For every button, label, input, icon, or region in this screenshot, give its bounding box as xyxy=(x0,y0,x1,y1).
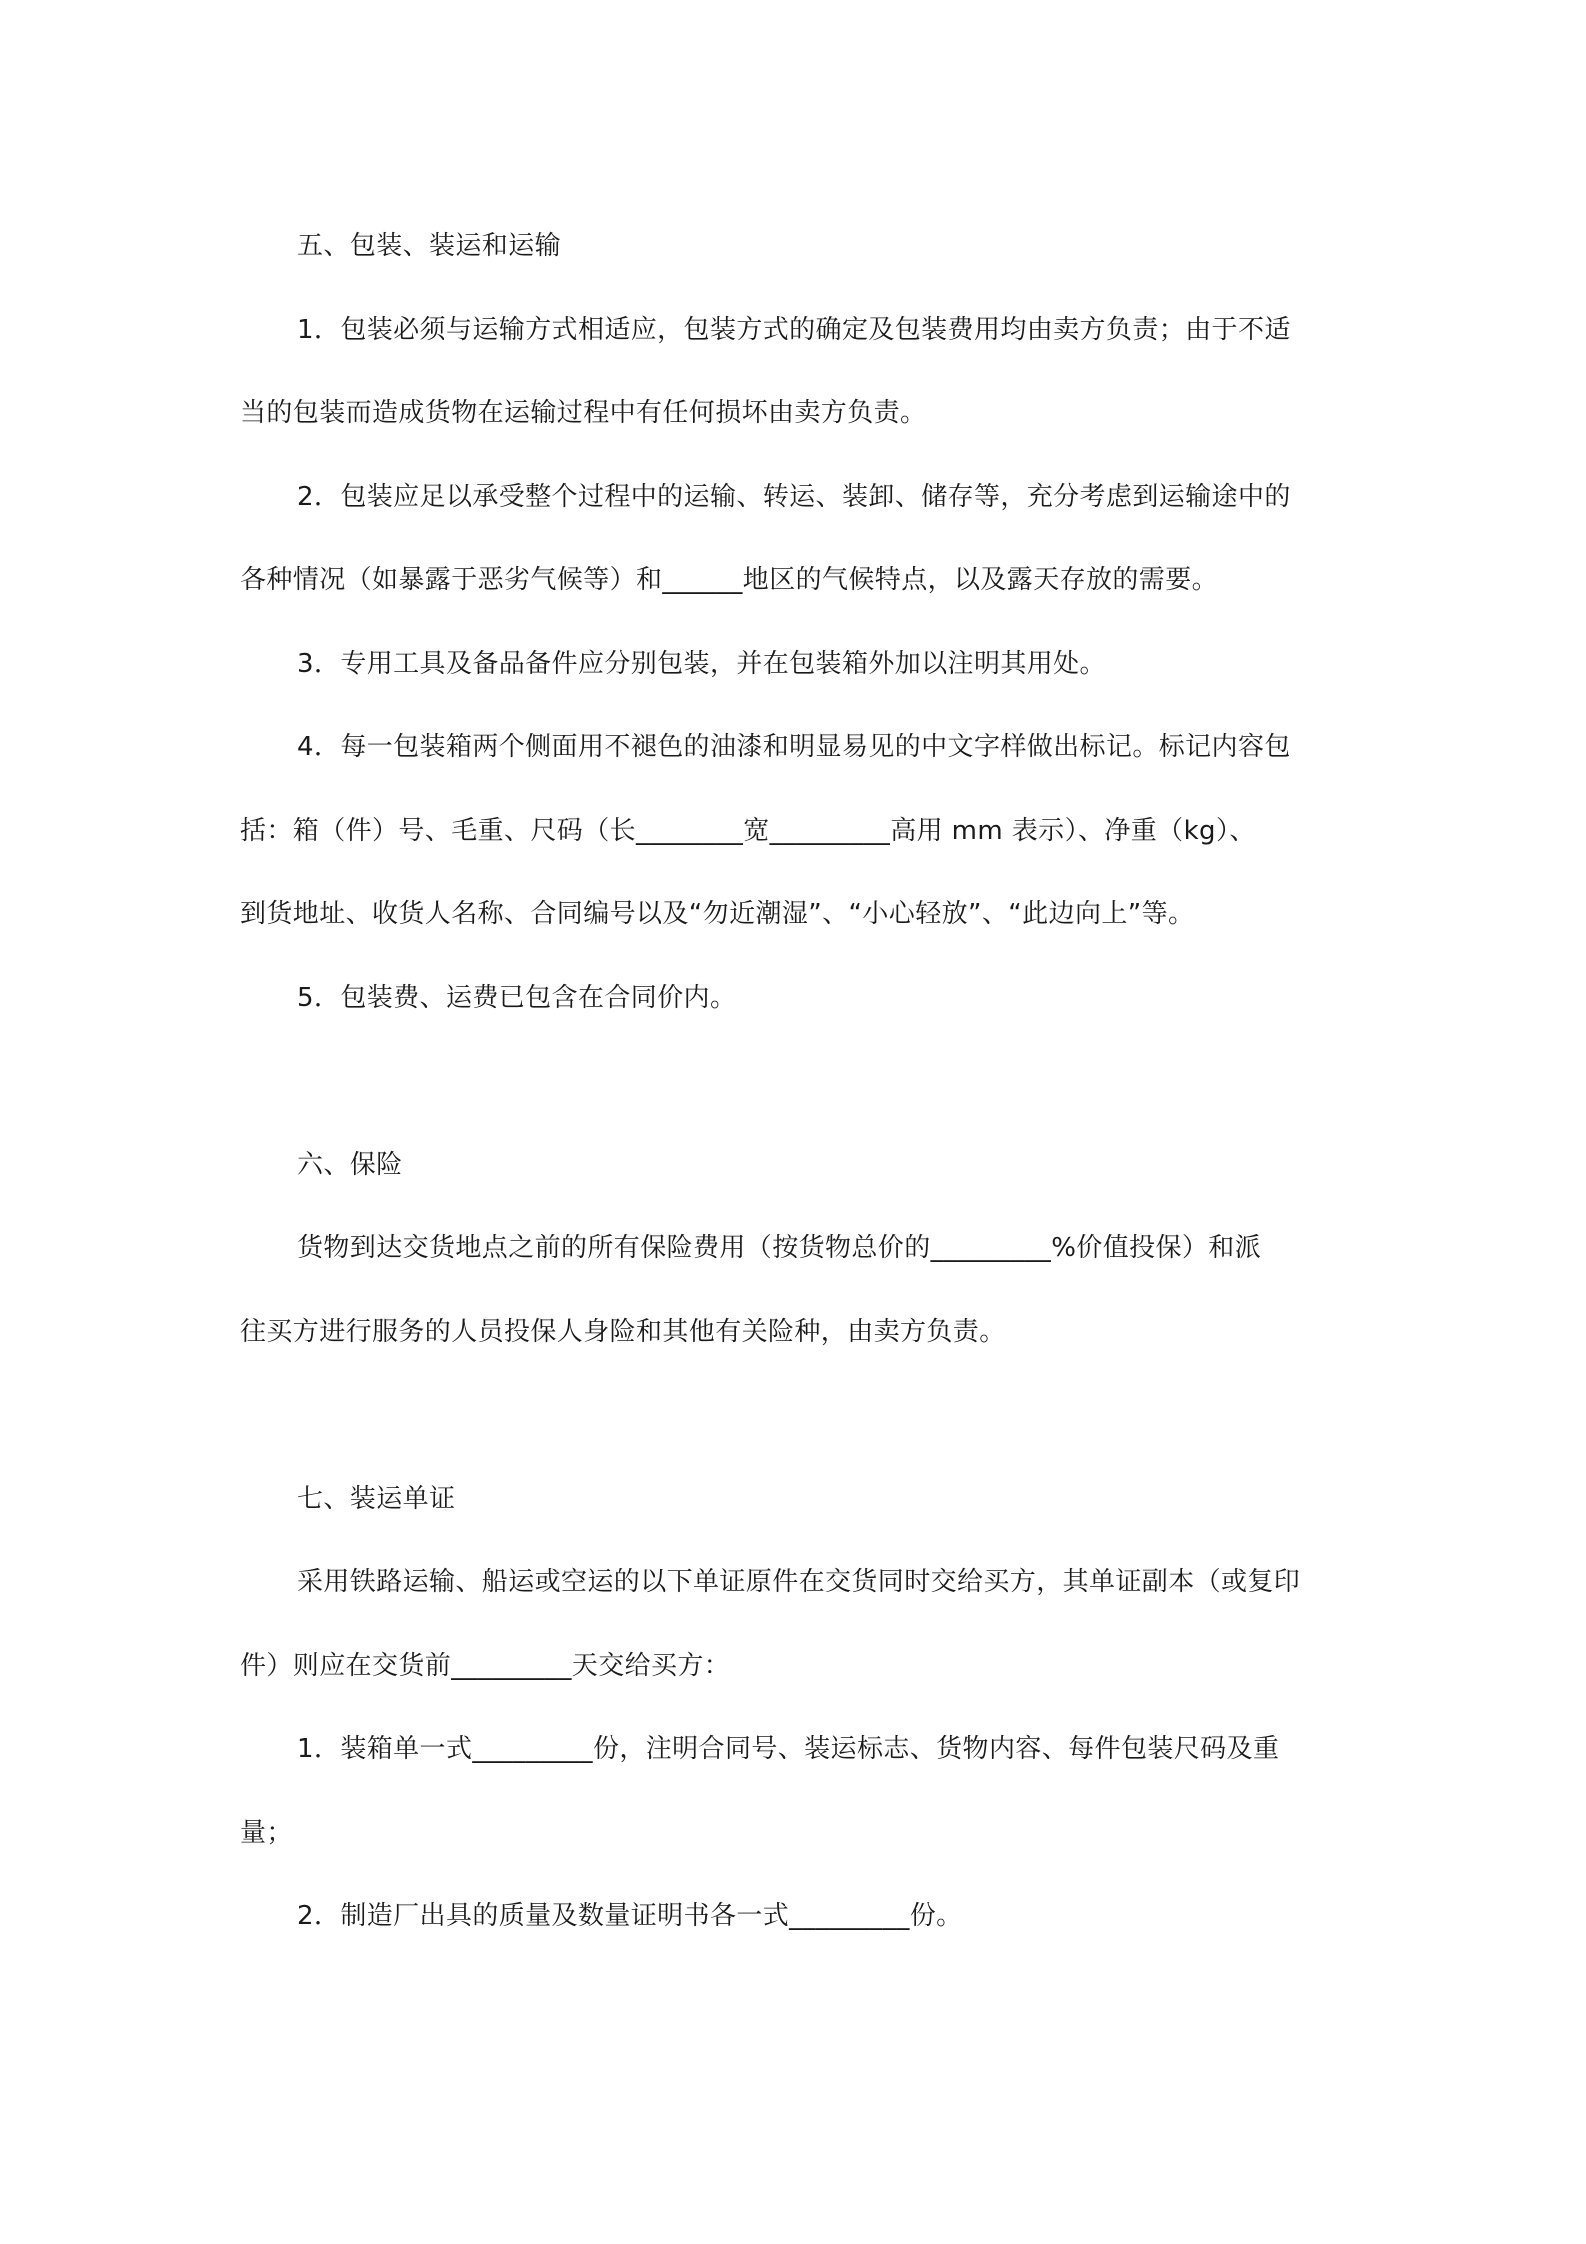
paragraph-7-intro-line-2: 件）则应在交货前_________天交给买方： xyxy=(240,1650,731,1681)
paragraph-5-3: 3．专用工具及备品备件应分别包装，并在包装箱外加以注明其用处。 xyxy=(297,648,1106,679)
paragraph-6-1-line-2: 往买方进行服务的人员投保人身险和其他有关险种，由卖方负责。 xyxy=(240,1316,1006,1347)
section-heading-shipping-documents: 七、装运单证 xyxy=(297,1483,456,1514)
paragraph-5-4-line-1: 4．每一包装箱两个侧面用不褪色的油漆和明显易见的中文字样做出标记。标记内容包 xyxy=(297,732,1291,762)
paragraph-5-2-line-2: 各种情况（如暴露于恶劣气候等）和______地区的气候特点，以及露天存放的需要。 xyxy=(240,565,1219,595)
paragraph-5-1-line-2: 当的包装而造成货物在运输过程中有任何损坏由卖方负责。 xyxy=(240,398,927,428)
paragraph-7-2: 2．制造厂出具的质量及数量证明书各一式_________份。 xyxy=(297,1901,963,1931)
paragraph-5-4-line-2: 括：箱（件）号、毛重、尺码（长________宽_________高用 mm 表示）、净重（kg）、 xyxy=(240,815,1256,846)
section-heading-insurance: 六、保险 xyxy=(297,1149,403,1180)
paragraph-5-1-line-1: 1．包装必须与运输方式相适应，包装方式的确定及包装费用均由卖方负责；由于不适 xyxy=(297,314,1291,345)
paragraph-7-1-line-2: 量； xyxy=(240,1817,293,1848)
paragraph-6-1-line-1: 货物到达交货地点之前的所有保险费用（按货物总价的_________%价值投保）和派 xyxy=(297,1233,1262,1263)
section-spacer xyxy=(240,1374,1348,1458)
paragraph-5-2-line-1: 2．包装应足以承受整个过程中的运输、转运、装卸、储存等，充分考虑到运输途中的 xyxy=(297,481,1291,512)
paragraph-5-5: 5．包装费、运费已包含在合同价内。 xyxy=(297,982,737,1013)
section-heading-packaging: 五、包装、装运和运输 xyxy=(297,231,562,261)
paragraph-5-4-line-3: 到货地址、收货人名称、合同编号以及“勿近潮湿”、“小心轻放”、“此边向上”等。 xyxy=(240,899,1195,929)
paragraph-7-1-line-1: 1．装箱单一式_________份，注明合同号、装运标志、货物内容、每件包装尺码及重 xyxy=(297,1734,1280,1764)
document-body xyxy=(240,205,1348,1959)
section-spacer xyxy=(240,1040,1348,1124)
paragraph-7-intro-line-1: 采用铁路运输、船运或空运的以下单证原件在交货同时交给买方，其单证副本（或复印 xyxy=(297,1567,1301,1597)
